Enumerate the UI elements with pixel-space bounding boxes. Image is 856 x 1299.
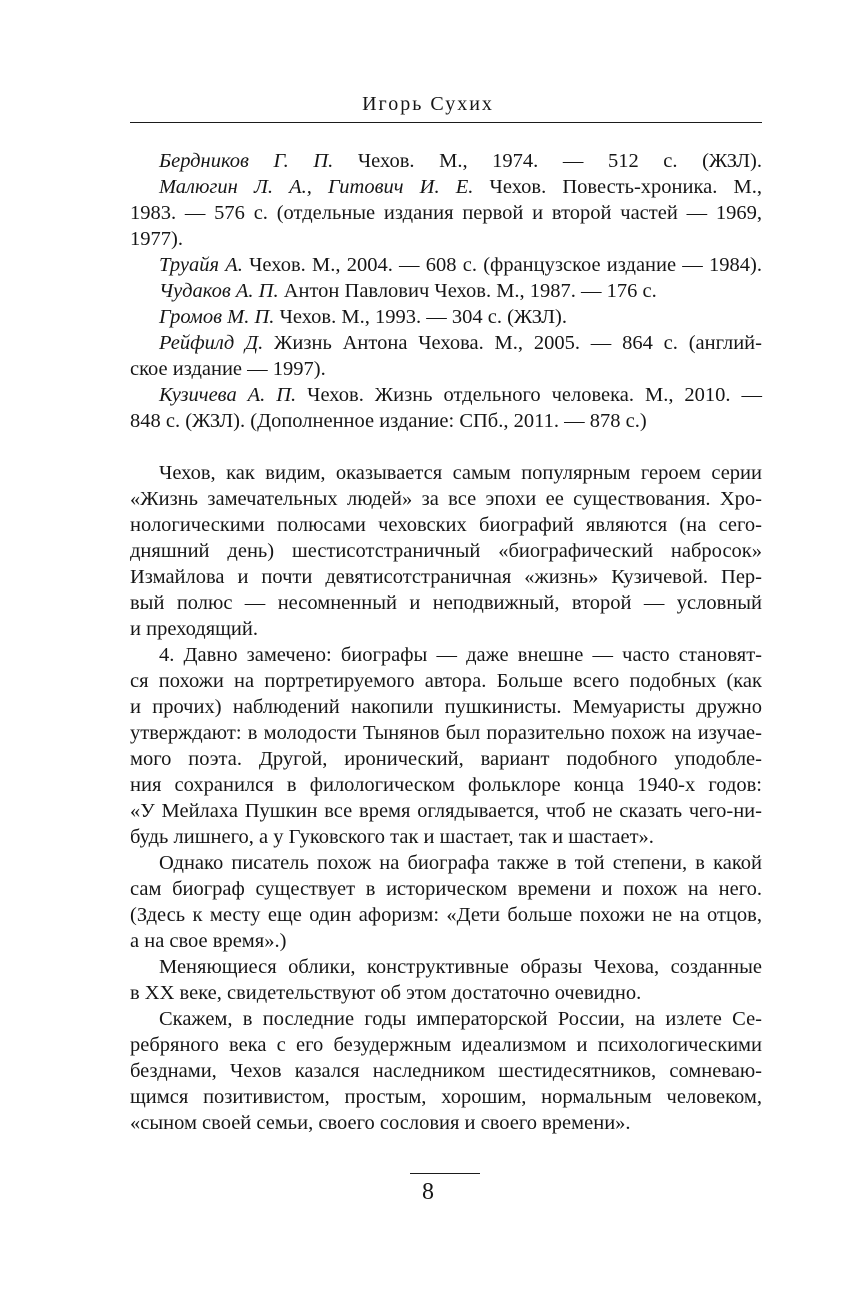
- page-number: 8: [422, 1179, 434, 1205]
- page-number-rule: [410, 1173, 480, 1174]
- bibliography-entry-line: Малюгин Л. А., Гитович И. Е. Чехов. Повесть-хроника. М.,: [159, 176, 762, 198]
- paragraph-line: сам биограф существует в историческом времени и похож на него.: [130, 878, 762, 900]
- paragraph-line: ребряного века с его безудержным идеализмом и психологическими: [130, 1034, 762, 1056]
- paragraph-line: «Жизнь замечательных людей» за все эпохи ее существования. Хро-: [130, 488, 762, 510]
- bibliography-entry-line: Кузичева А. П. Чехов. Жизнь отдельного человека. М., 2010. —: [159, 384, 762, 406]
- paragraph-line: ся похожи на портретируемого автора. Больше всего подобных (как: [130, 670, 762, 692]
- paragraph-line: «сыном своей семьи, своего сословия и своего времени».: [130, 1112, 631, 1134]
- bibliography-entry-line: 1977).: [130, 228, 183, 250]
- bibliography-entry-line: Труайя А. Чехов. М., 2004. — 608 с. (французское издание — 1984).: [159, 254, 762, 276]
- paragraph-line: нологическими полюсами чеховских биографий являются (на сего-: [130, 514, 762, 536]
- bibliography-entry-line: Чудаков А. П. Антон Павлович Чехов. М., 1987. — 176 с.: [159, 280, 657, 302]
- paragraph-line: «У Мейлаха Пушкин все время оглядывается, чтоб не сказать чего-ни-: [130, 800, 762, 822]
- paragraph-line: Однако писатель похож на биографа также в той степени, в какой: [159, 852, 762, 874]
- running-header-title: Игорь Сухих: [362, 93, 494, 115]
- paragraph-line: а на свое время».): [130, 930, 287, 952]
- bibliography-author: Труайя А.: [159, 254, 243, 276]
- bibliography-entry-line: Рейфилд Д. Жизнь Антона Чехова. М., 2005. — 864 с. (англий-: [159, 332, 762, 354]
- paragraph-line: Измайлова и почти девятисотстраничная «жизнь» Кузичевой. Пер-: [130, 566, 762, 588]
- paragraph-line: и прочих) наблюдений накопили пушкинисты. Мемуаристы дружно: [130, 696, 762, 718]
- paragraph-line: утверждают: в молодости Тынянов был поразительно похож на изучае-: [130, 722, 762, 744]
- bibliography-entry-line: Бердников Г. П. Чехов. М., 1974. — 512 с. (ЖЗЛ).: [159, 150, 762, 172]
- paragraph-line: Меняющиеся облики, конструктивные образы Чехова, созданные: [159, 956, 762, 978]
- bibliography-entry-line: 848 с. (ЖЗЛ). (Дополненное издание: СПб., 2011. — 878 с.): [130, 410, 647, 432]
- bibliography-author: Малюгин Л. А., Гитович И. Е.: [159, 176, 474, 198]
- paragraph-line: щимся позитивистом, простым, хорошим, нормальным человеком,: [130, 1086, 762, 1108]
- bibliography-author: Бердников Г. П.: [159, 150, 334, 172]
- paragraph-line: вый полюс — несомненный и неподвижный, второй — условный: [130, 592, 762, 614]
- bibliography-entry-line: 1983. — 576 с. (отдельные издания первой и второй частей — 1969,: [130, 202, 762, 224]
- paragraph-line: безднами, Чехов казался наследником шестидесятников, сомневаю-: [130, 1060, 762, 1082]
- bibliography-entry-line: Громов М. П. Чехов. М., 1993. — 304 с. (ЖЗЛ).: [159, 306, 567, 328]
- bibliography-author: Кузичева А. П.: [159, 384, 297, 406]
- bibliography-author: Чудаков А. П.: [159, 280, 279, 302]
- paragraph-line: дняшний день) шестисотстраничный «биографический набросок»: [130, 540, 762, 562]
- paragraph-line: Чехов, как видим, оказывается самым популярным героем серии: [159, 462, 762, 484]
- bibliography-author: Рейфилд Д.: [159, 332, 264, 354]
- paragraph-line: будь лишнего, а у Гуковского так и шастает, так и шастает».: [130, 826, 654, 848]
- paragraph-line: мого поэта. Другой, иронический, вариант подобного уподобле-: [130, 748, 762, 770]
- paragraph-line: в XX веке, свидетельствуют об этом достаточно очевидно.: [130, 982, 642, 1004]
- paragraph-line: Скажем, в последние годы императорской России, на излете Се-: [159, 1008, 762, 1030]
- paragraph-line: ния сохранился в филологическом фольклоре конца 1940-х годов:: [130, 774, 762, 796]
- paragraph-line: и преходящий.: [130, 618, 258, 640]
- paragraph-line: (Здесь к месту еще один афоризм: «Дети больше похожи не на отцов,: [130, 904, 762, 926]
- paragraph-line: 4. Давно замечено: биографы — даже внешне — часто становят-: [159, 644, 762, 666]
- bibliography-author: Громов М. П.: [159, 306, 275, 328]
- bibliography-entry-line: ское издание — 1997).: [130, 358, 326, 380]
- header-rule: [130, 122, 762, 123]
